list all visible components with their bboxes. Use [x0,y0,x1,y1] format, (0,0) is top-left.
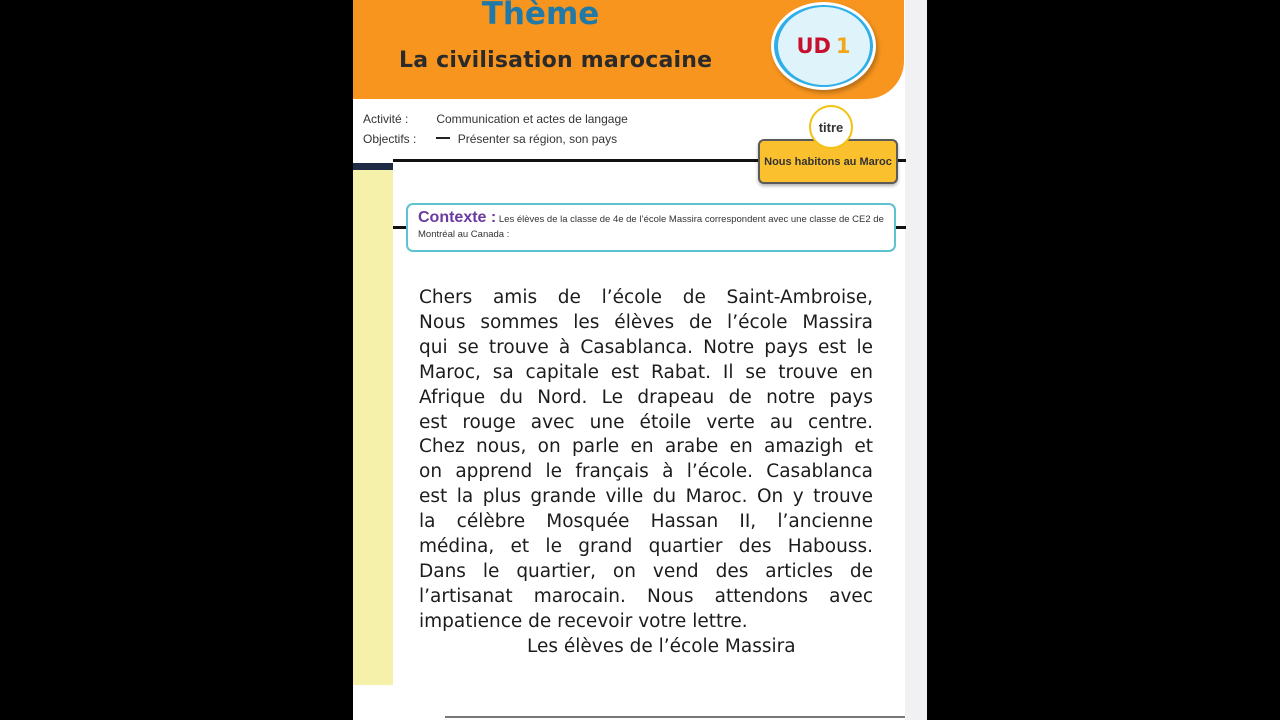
context-text: Les élèves de la classe de 4e de l’école Massira correspondent avec une classe de CE2 de Montréal au Canada : [418,214,884,240]
theme-title: Thème [481,0,600,32]
left-stripe [353,163,393,685]
left-stripe-cap [353,163,393,170]
letter-line: Nous sommes les élèves de l’école Massira [419,311,873,333]
letter-line: qui se trouve à Casablanca. Notre pays est le [419,336,873,358]
letter-line: Chez nous, on parle en arabe en amazigh et [419,436,873,458]
letter-line: Maroc, sa capitale est Rabat. Il se trouve en [419,361,873,383]
letter-line: est rouge avec une étoile verte au centre. [419,411,873,433]
bottom-rule [445,716,905,718]
divider-mid-left [393,226,406,229]
letter-line: est la plus grande ville du Maroc. On y trouve [419,486,873,508]
unit-badge-inner [778,7,870,85]
titre-label: titre [809,105,853,149]
context-box [406,203,896,252]
letter-line: la célèbre Mosquée Hassan II, l’ancienne [419,511,873,533]
letter-line: Dans le quartier, on vend des articles de [419,560,873,582]
dash-icon [436,137,450,139]
letter-line: on apprend le français à l’école. Casablanca [419,461,873,483]
objectifs-key: Objectifs : [363,132,417,146]
theme-subtitle: La civilisation marocaine [399,48,713,73]
letter-line: Chers amis de l’école de Saint-Ambroise, [419,287,873,308]
divider-mid-right [896,226,906,229]
objectifs-value: Présenter sa région, son pays [457,132,618,146]
divider-top-right [898,159,906,162]
activite-row [363,112,628,126]
activite-value: Communication et actes de langage [436,112,628,126]
page-gutter [905,0,927,720]
letter-line: impatience de recevoir votre lettre. [419,610,748,632]
divider-top [393,159,758,162]
letter-line: l’artisanat marocain. Nous attendons avec [419,585,873,607]
titre-box: Nous habitons au Maroc [758,139,898,184]
context-label: Contexte : [418,209,497,226]
letter-line: Afrique du Nord. Le drapeau de notre pays [419,386,873,408]
unit-number: 1 [835,34,851,58]
objectifs-row [363,132,617,146]
letter-line: médina, et le grand quartier des Habouss. [419,536,873,558]
unit-badge [771,2,876,90]
activite-key: Activité : [363,112,409,126]
document-page [353,0,927,720]
letter-signature: Les élèves de l’école Massira [527,636,796,657]
unit-label: UD [796,34,831,58]
letter-body [419,286,873,635]
